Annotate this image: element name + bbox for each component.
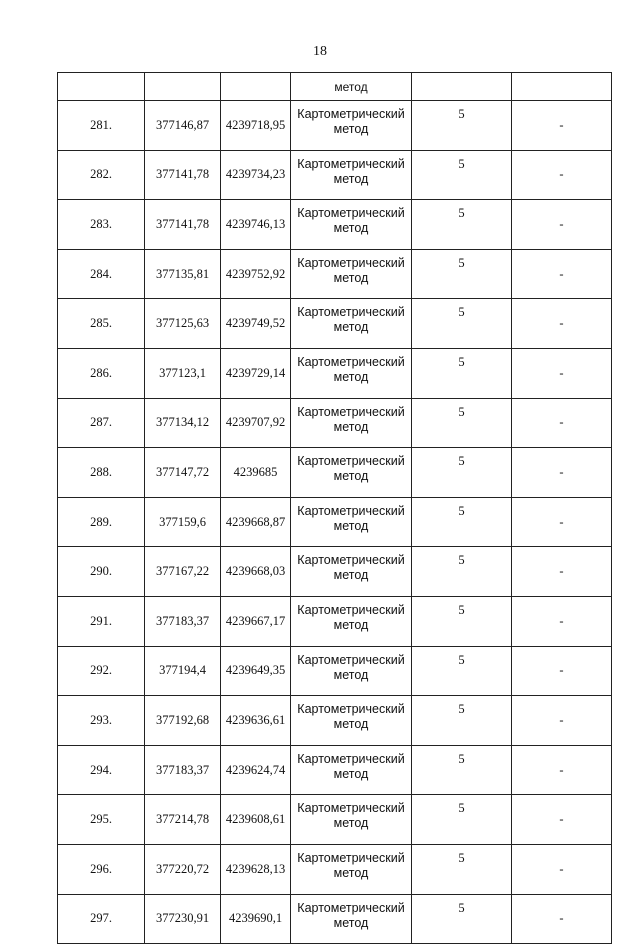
- cell-x-coordinate: 377214,78: [145, 795, 221, 845]
- cell-method: Картометрический метод: [291, 150, 412, 200]
- cell-empty: [221, 73, 291, 101]
- cell-y-coordinate: 4239636,61: [221, 696, 291, 746]
- cell-point-number: 288.: [58, 448, 145, 498]
- cell-y-coordinate: 4239668,03: [221, 547, 291, 597]
- cell-method: Картометрический метод: [291, 448, 412, 498]
- cell-method: Картометрический метод: [291, 547, 412, 597]
- cell-description: -: [512, 249, 612, 299]
- table-row: [58, 696, 612, 746]
- cell-accuracy: 5: [412, 299, 512, 349]
- cell-point-number: 290.: [58, 547, 145, 597]
- cell-accuracy: 5: [412, 348, 512, 398]
- cell-method: Картометрический метод: [291, 696, 412, 746]
- cell-x-coordinate: 377147,72: [145, 448, 221, 498]
- cell-empty: [145, 73, 221, 101]
- cell-y-coordinate: 4239752,92: [221, 249, 291, 299]
- cell-description: -: [512, 448, 612, 498]
- cell-y-coordinate: 4239690,1: [221, 894, 291, 944]
- cell-point-number: 281.: [58, 101, 145, 151]
- cell-x-coordinate: 377167,22: [145, 547, 221, 597]
- cell-description: -: [512, 200, 612, 250]
- cell-accuracy: 5: [412, 646, 512, 696]
- cell-description: -: [512, 795, 612, 845]
- cell-empty: [58, 73, 145, 101]
- cell-accuracy: 5: [412, 448, 512, 498]
- cell-description: -: [512, 646, 612, 696]
- cell-method: Картометрический метод: [291, 348, 412, 398]
- cell-y-coordinate: 4239729,14: [221, 348, 291, 398]
- table-row: [58, 299, 612, 349]
- cell-point-number: 285.: [58, 299, 145, 349]
- cell-point-number: 294.: [58, 745, 145, 795]
- cell-description: -: [512, 745, 612, 795]
- cell-y-coordinate: 4239718,95: [221, 101, 291, 151]
- cell-empty: [512, 73, 612, 101]
- cell-accuracy: 5: [412, 398, 512, 448]
- cell-x-coordinate: 377141,78: [145, 150, 221, 200]
- table-row: [58, 894, 612, 944]
- cell-x-coordinate: 377220,72: [145, 844, 221, 894]
- table-row: [58, 646, 612, 696]
- cell-x-coordinate: 377134,12: [145, 398, 221, 448]
- table-body: [58, 73, 612, 944]
- cell-method: Картометрический метод: [291, 795, 412, 845]
- table-row: [58, 398, 612, 448]
- cell-x-coordinate: 377135,81: [145, 249, 221, 299]
- cell-point-number: 296.: [58, 844, 145, 894]
- table-row: [58, 745, 612, 795]
- cell-accuracy: 5: [412, 696, 512, 746]
- table-row: [58, 844, 612, 894]
- cell-accuracy: 5: [412, 497, 512, 547]
- cell-method: Картометрический метод: [291, 497, 412, 547]
- cell-y-coordinate: 4239707,92: [221, 398, 291, 448]
- table-row: [58, 448, 612, 498]
- cell-point-number: 291.: [58, 596, 145, 646]
- cell-point-number: 293.: [58, 696, 145, 746]
- continuation-row: [58, 73, 612, 101]
- cell-x-coordinate: 377141,78: [145, 200, 221, 250]
- cell-point-number: 292.: [58, 646, 145, 696]
- cell-y-coordinate: 4239746,13: [221, 200, 291, 250]
- cell-point-number: 284.: [58, 249, 145, 299]
- cell-description: -: [512, 101, 612, 151]
- cell-x-coordinate: 377230,91: [145, 894, 221, 944]
- cell-x-coordinate: 377194,4: [145, 646, 221, 696]
- cell-method: Картометрический метод: [291, 101, 412, 151]
- cell-point-number: 282.: [58, 150, 145, 200]
- cell-point-number: 297.: [58, 894, 145, 944]
- cell-method: Картометрический метод: [291, 200, 412, 250]
- cell-method: Картометрический метод: [291, 844, 412, 894]
- cell-method-continuation: метод: [291, 73, 412, 101]
- cell-accuracy: 5: [412, 200, 512, 250]
- cell-empty: [412, 73, 512, 101]
- cell-description: -: [512, 844, 612, 894]
- table-row: [58, 795, 612, 845]
- cell-description: -: [512, 398, 612, 448]
- cell-accuracy: 5: [412, 795, 512, 845]
- cell-description: -: [512, 150, 612, 200]
- cell-y-coordinate: 4239608,61: [221, 795, 291, 845]
- cell-method: Картометрический метод: [291, 745, 412, 795]
- cell-y-coordinate: 4239624,74: [221, 745, 291, 795]
- cell-x-coordinate: 377125,63: [145, 299, 221, 349]
- table-row: [58, 596, 612, 646]
- cell-accuracy: 5: [412, 894, 512, 944]
- page-number: 18: [313, 44, 327, 59]
- cell-x-coordinate: 377159,6: [145, 497, 221, 547]
- cell-method: Картометрический метод: [291, 398, 412, 448]
- cell-method: Картометрический метод: [291, 249, 412, 299]
- table-row: [58, 101, 612, 151]
- cell-accuracy: 5: [412, 596, 512, 646]
- cell-point-number: 295.: [58, 795, 145, 845]
- table-row: [58, 200, 612, 250]
- cell-point-number: 287.: [58, 398, 145, 448]
- cell-method: Картометрический метод: [291, 894, 412, 944]
- cell-y-coordinate: 4239649,35: [221, 646, 291, 696]
- cell-point-number: 286.: [58, 348, 145, 398]
- table-row: [58, 150, 612, 200]
- cell-y-coordinate: 4239749,52: [221, 299, 291, 349]
- table-row: [58, 547, 612, 597]
- cell-point-number: 289.: [58, 497, 145, 547]
- cell-description: -: [512, 596, 612, 646]
- cell-method: Картометрический метод: [291, 646, 412, 696]
- cell-x-coordinate: 377146,87: [145, 101, 221, 151]
- cell-x-coordinate: 377192,68: [145, 696, 221, 746]
- cell-description: -: [512, 348, 612, 398]
- cell-x-coordinate: 377183,37: [145, 596, 221, 646]
- cell-y-coordinate: 4239668,87: [221, 497, 291, 547]
- cell-description: -: [512, 696, 612, 746]
- cell-description: -: [512, 497, 612, 547]
- cell-accuracy: 5: [412, 844, 512, 894]
- cell-y-coordinate: 4239685: [221, 448, 291, 498]
- cell-y-coordinate: 4239667,17: [221, 596, 291, 646]
- cell-description: -: [512, 299, 612, 349]
- cell-accuracy: 5: [412, 101, 512, 151]
- cell-accuracy: 5: [412, 150, 512, 200]
- cell-method: Картометрический метод: [291, 596, 412, 646]
- cell-accuracy: 5: [412, 547, 512, 597]
- cell-x-coordinate: 377183,37: [145, 745, 221, 795]
- table-row: [58, 249, 612, 299]
- table-row: [58, 348, 612, 398]
- cell-accuracy: 5: [412, 745, 512, 795]
- coordinates-table: [57, 72, 612, 944]
- cell-method: Картометрический метод: [291, 299, 412, 349]
- cell-y-coordinate: 4239734,23: [221, 150, 291, 200]
- cell-point-number: 283.: [58, 200, 145, 250]
- cell-x-coordinate: 377123,1: [145, 348, 221, 398]
- cell-y-coordinate: 4239628,13: [221, 844, 291, 894]
- table-row: [58, 497, 612, 547]
- cell-description: -: [512, 894, 612, 944]
- cell-accuracy: 5: [412, 249, 512, 299]
- cell-description: -: [512, 547, 612, 597]
